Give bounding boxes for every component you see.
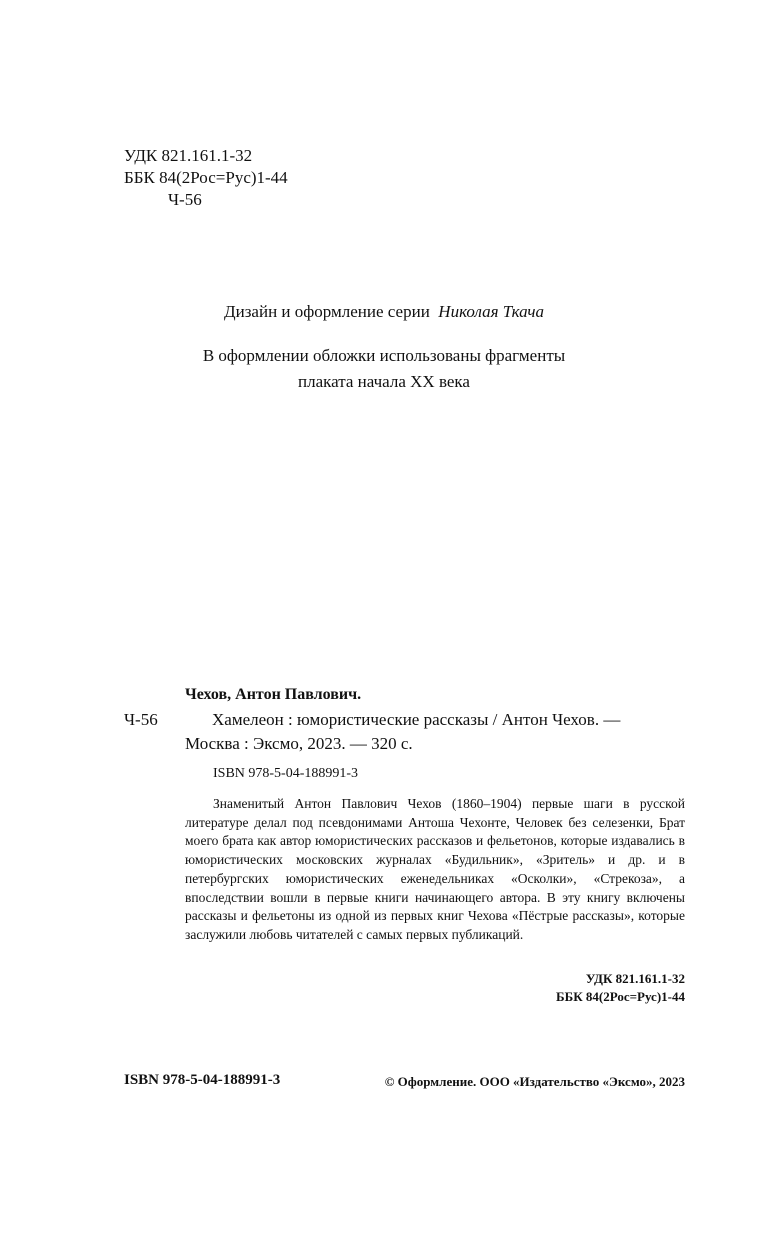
footer-copyright: © Оформление. ООО «Издательство «Эксмо», 2023 <box>384 1074 685 1089</box>
catalog-title-line1: Хамелеон : юмористические рассказы / Антон Чехов. — <box>212 710 621 729</box>
catalog-isbn: ISBN 978-5-04-188991-3 <box>213 766 359 781</box>
cover-credit-line2: плаката начала ХХ века <box>298 372 470 391</box>
catalog-bbk: ББК 84(2Рос=Рус)1-44 <box>556 989 685 1004</box>
author-code-top: Ч-56 <box>168 190 202 209</box>
catalog-code: Ч-56 <box>124 710 158 729</box>
designer-name: Николая Ткача <box>438 302 544 321</box>
udk-top: УДК 821.161.1-32 <box>124 146 253 165</box>
bbk-top: ББК 84(2Рос=Рус)1-44 <box>124 168 288 187</box>
annotation: Знаменитый Антон Павлович Чехов (1860–1904) первые шаги в русской литературе делал под псевдонимами Антоша Чехонте, Человек без селезенки, Брат моего брата как автор юмористических рассказов и фельетонов, которые издавались в юмористических московских журналах «Будильник», «Зритель» и др. и в петербургских юмористических еженедельниках «Осколки», «Стрекоза», а впоследствии вошли в первые книги начинающего автора. В эту книгу включены рассказы и фельетоны из одной из первых книг Чехова «Пёстрые рассказы», которые заслужили любовь читателей с самых первых публикаций. <box>185 796 685 942</box>
cover-credit-line1: В оформлении обложки использованы фрагменты <box>202 346 566 365</box>
catalog-udk: УДК 821.161.1-32 <box>585 971 685 986</box>
footer-isbn: ISBN 978-5-04-188991-3 <box>124 1072 281 1088</box>
design-credit <box>0 302 768 322</box>
catalog-author: Чехов, Антон Павлович. <box>185 686 362 703</box>
catalog-title-line2: Москва : Эксмо, 2023. — 320 с. <box>185 734 413 753</box>
design-prefix: Дизайн и оформление серии <box>224 302 430 321</box>
